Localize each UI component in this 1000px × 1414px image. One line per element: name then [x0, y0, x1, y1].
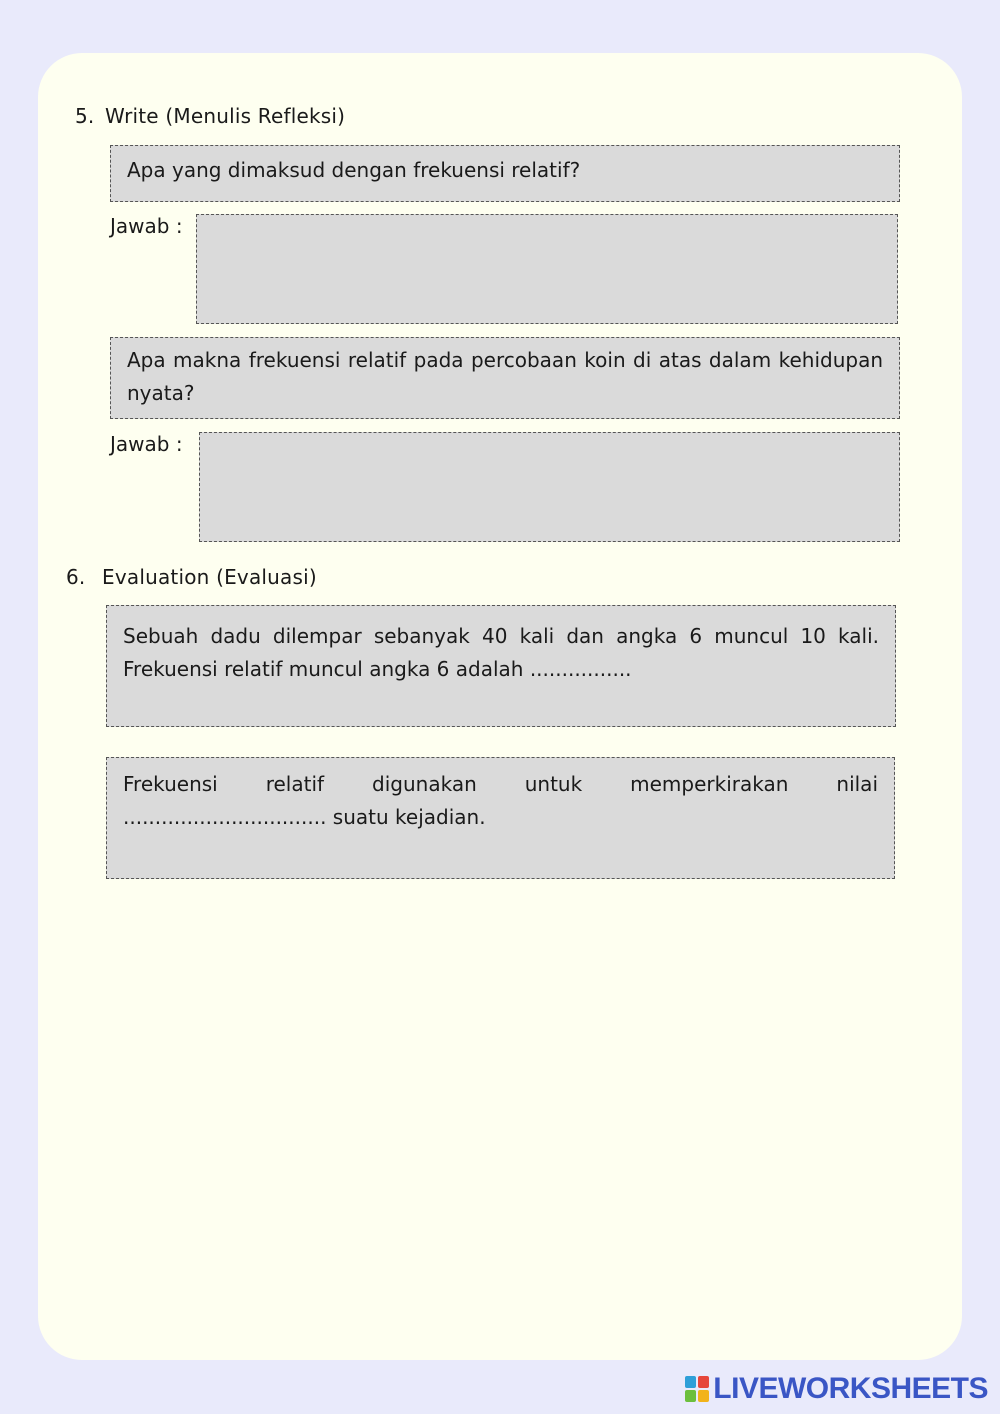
section-6-title: Evaluation (Evaluasi)	[102, 565, 317, 589]
logo-text: LIVEWORKSHEETS	[713, 1372, 988, 1405]
answer-1-label: Jawab :	[110, 214, 183, 238]
evaluation-2-text: Frekuensi relatif digunakan untuk memperkirakan nilai ................................ suatu kejadian.	[123, 772, 878, 829]
section-6-number: 6.	[66, 565, 86, 589]
answer-1-input[interactable]	[196, 214, 898, 324]
section-5-number: 5.	[75, 104, 95, 128]
question-2-box	[110, 337, 900, 419]
question-1-text: Apa yang dimaksud dengan frekuensi relatif?	[127, 158, 581, 182]
section-6-heading	[66, 565, 317, 589]
liveworksheets-logo	[685, 1372, 988, 1406]
evaluation-1-text: Sebuah dadu dilempar sebanyak 40 kali dan angka 6 muncul 10 kali. Frekuensi relatif muncul angka 6 adalah ................	[123, 624, 879, 681]
question-1-box	[110, 145, 900, 202]
logo-squares-icon	[685, 1376, 709, 1402]
section-5-heading	[75, 104, 345, 128]
answer-2-input[interactable]	[199, 432, 900, 542]
evaluation-1-box	[106, 605, 896, 727]
section-5-title: Write (Menulis Refleksi)	[105, 104, 346, 128]
evaluation-2-box	[106, 757, 895, 879]
question-2-text: Apa makna frekuensi relatif pada percobaan koin di atas dalam kehidupan nyata?	[127, 348, 883, 405]
answer-2-label: Jawab :	[110, 432, 183, 456]
